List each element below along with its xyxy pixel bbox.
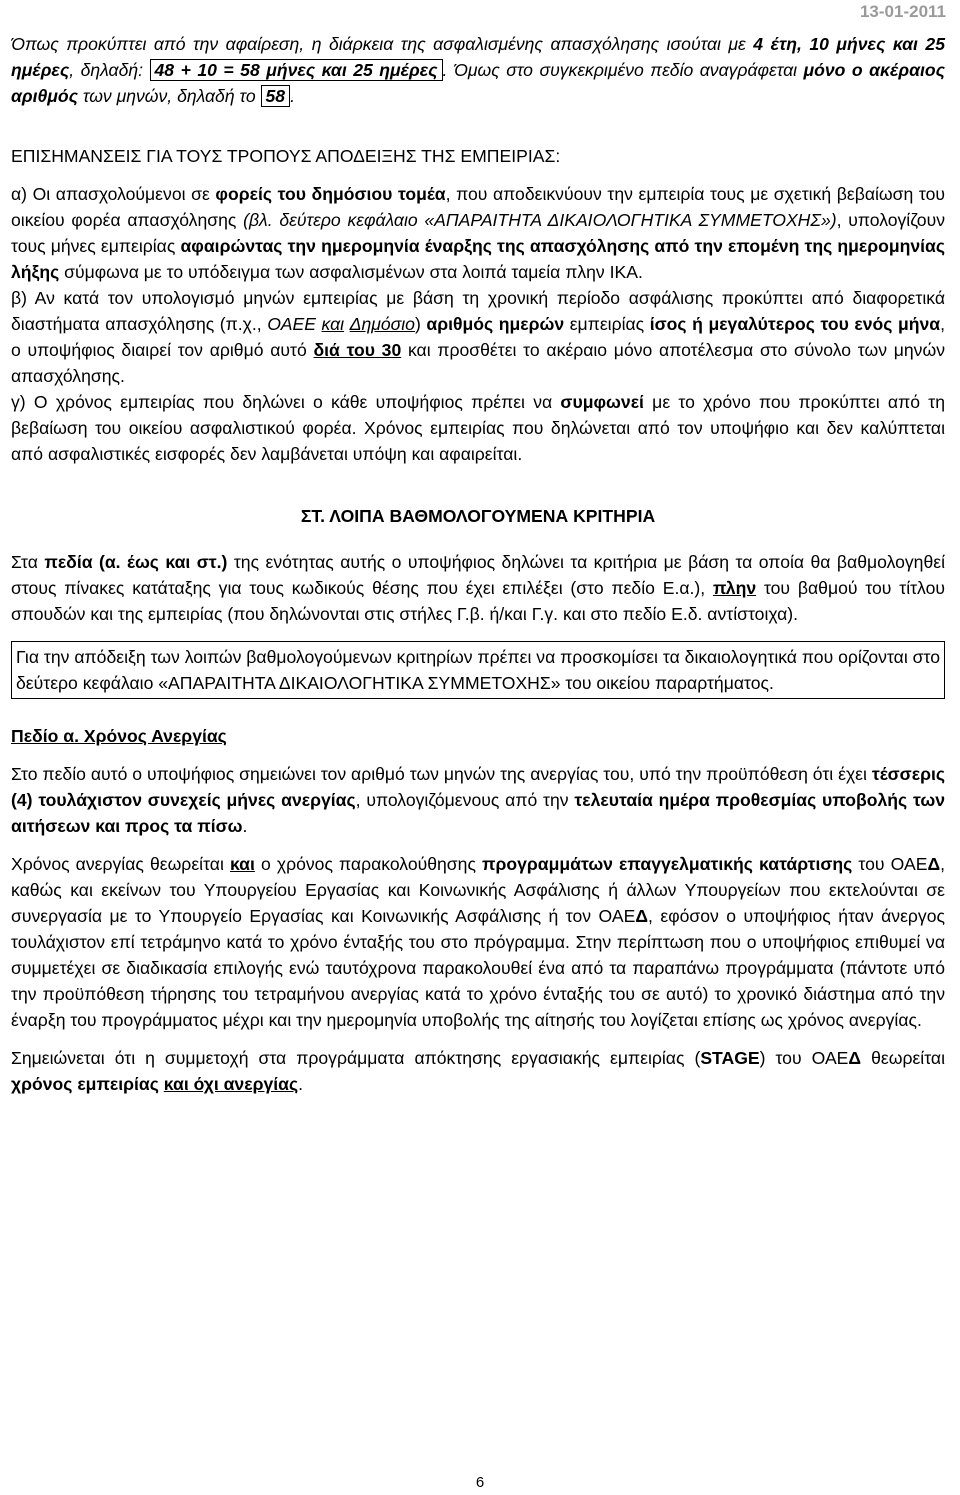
oaed-letter: Δ: [848, 1048, 862, 1068]
intro-text: .: [290, 86, 295, 106]
proof-note-box: [11, 641, 945, 699]
intro-text: των μηνών, δηλαδή το: [77, 86, 261, 106]
note-a-text: σύμφωνα με το υπόδειγμα των ασφαλισμένων στα λοιπά ταμεία πλην ΙΚΑ.: [59, 262, 643, 282]
divide-by-30: διά του 30: [313, 340, 402, 360]
one-month-bold: ίσος ή μεγαλύτερος του ενός μήνα: [649, 314, 941, 334]
intro-text: Όπως προκύπτει από την αφαίρεση, η διάρκεια της ασφαλισμένης απασχόλησης ισούται με: [11, 34, 754, 54]
except-bold-underlined: πλην: [712, 578, 757, 598]
page-number: 6: [475, 1474, 485, 1491]
integer-only-bold: μόνο ο ακέραιος αριθμός: [11, 60, 945, 106]
section-intro-paragraph: [11, 549, 945, 627]
field-a-text: , υπολογιζόμενους από την: [355, 790, 575, 810]
oaee-italic: ΟΑΕΕ: [267, 314, 322, 334]
field-a-text: Χρόνος ανεργίας θεωρείται: [11, 854, 230, 874]
calculation-box: [150, 59, 443, 81]
public-sector-bold: φορείς του δημόσιου τομέα: [215, 184, 446, 204]
note-c-text: γ) Ο χρόνος εμπειρίας που δηλώνει ο κάθε υποψήφιος πρέπει να: [11, 392, 561, 412]
intro-text: . Όμως στο συγκεκριμένο πεδίο αναγράφεται: [442, 60, 804, 80]
document-page: [11, 0, 945, 1097]
calculation-text: 48 + 10 = 58 μήνες και 25 ημέρες: [154, 60, 438, 80]
training-programs-bold: προγραμμάτων επαγγελματικής κατάρτισης: [482, 854, 853, 874]
months-value: 58: [265, 86, 286, 106]
note-b-text: ): [414, 314, 427, 334]
note-a-text: , που αποδεικνύουν την εμπειρία τους με σχετική βεβαίωση του οικείου φορέα απασχόλησης: [11, 184, 946, 230]
days-count-bold: αριθμός ημερών: [426, 314, 565, 334]
note-b-paragraph: [11, 285, 945, 389]
stage-bold: STAGE: [700, 1048, 760, 1068]
chapter-reference: (βλ. δεύτερο κεφάλαιο «ΑΠΑΡΑΙΤΗΤΑ ΔΙΚΑΙΟΛΟΓΗΤΙΚΑ ΣΥΜΜΕΤΟΧΗΣ»): [243, 210, 837, 230]
duration-bold: 4 έτη, 10 μήνες και 25 ημέρες: [11, 34, 946, 80]
field-a-text: , εφόσον ο υποψήφιος ήταν άνεργος τουλάχιστον επί τετράμηνο κατά το χρόνο ένταξής του στο πρόγραμμα. Στην περίπτωση που ο υποψήφιος επιθυμεί να συμμετέχει σε διαδικασία επιλογής ενώ ταυτόχρονα παρακολουθεί ένα από τα παραπάνω προγράμματα (πάντοτε υπό την προϋπόθεση τήρησης του τετραμήνου ανεργίας κατά το χρόνο ένταξής του σε αυτό) το χρονικό διάστημα από την έναρξη του προγράμματος μέχρι και την ημερομηνία υποβολής της αίτησής του λογίζεται επίσης ως χρόνος ανεργίας.: [11, 906, 945, 1030]
months-box: [261, 85, 291, 107]
field-a-text: του ΟΑΕ: [852, 854, 928, 874]
oaed-letter: Δ: [635, 906, 649, 926]
experience-time-bold: χρόνος εμπειρίας: [11, 1074, 159, 1094]
note-a-text: , υπολογίζουν τους μήνες εμπειρίας: [11, 210, 945, 256]
field-a-text: ο χρόνος παρακολούθησης: [254, 854, 483, 874]
section-intro-text: του βαθμού του τίτλου σπουδών και της εμπειρίας (που δηλώνονται στις στήλες Γ.β. ή/και Γ.γ. και στο πεδίο Ε.δ. αντίστοιχα).: [11, 578, 945, 624]
note-a-text: α) Οι απασχολούμενοι σε: [11, 184, 216, 204]
oaed-letter: Δ: [927, 854, 941, 874]
note-b-text: εμπειρίας: [564, 314, 650, 334]
not-unemployment-bold: και όχι ανεργίας: [163, 1074, 299, 1094]
field-a-paragraph-1: [11, 761, 945, 839]
public-italic-underlined: Δημόσιο: [349, 314, 415, 334]
section-intro-text: της ενότητας αυτής ο υποψήφιος δηλώνει τα κριτήρια με βάση τα οποία θα βαθμολογηθεί στους πίνακες κατάταξης για τους κωδικούς θέσης που έχει επιλέξει (στο πεδίο Ε.α.),: [11, 552, 946, 598]
also-bold-underlined: και: [229, 854, 255, 874]
field-a-text: Στο πεδίο αυτό ο υποψήφιος σημειώνει τον αριθμό των μηνών της ανεργίας του, υπό την προϋπόθεση ότι έχει: [11, 764, 872, 784]
field-a-title-text: Πεδίο α. Χρόνος Ανεργίας: [11, 726, 227, 746]
note-b-text: β) Αν κατά τον υπολογισμό μηνών εμπειρίας με βάση τη χρονική περίοδο ασφάλισης προκύπτει από διαφορετικά διαστήματα απασχόλησης (π.χ.,: [11, 288, 945, 334]
field-a-title: [11, 723, 945, 749]
note-c-text: με το χρόνο που προκύπτει από τη βεβαίωση του οικείου ασφαλιστικού φορέα. Χρόνος εμπειρίας που δηλώνεται από τον υποψήφιο και δεν καλύπτεται από ασφαλιστικές εισφορές δεν λαμβάνεται υπόψη και αφαιρείται.: [11, 392, 946, 464]
intro-paragraph: [11, 31, 945, 109]
note-c-paragraph: [11, 389, 945, 467]
field-a-text: Σημειώνεται ότι η συμμετοχή στα προγράμματα απόκτησης εργασιακής εμπειρίας (: [11, 1048, 701, 1068]
intro-text: , δηλαδή:: [69, 60, 150, 80]
fields-range-bold: πεδία (α. έως και στ.): [44, 552, 228, 572]
field-a-text: θεωρείται: [861, 1048, 945, 1068]
field-a-paragraph-3: [11, 1045, 945, 1097]
section-title: ΣΤ. ΛΟΙΠΑ ΒΑΘΜΟΛΟΓΟΥΜΕΝΑ ΚΡΙΤΗΡΙΑ: [300, 506, 656, 526]
and-italic-underlined: και: [321, 314, 345, 334]
note-b-text: , ο υποψήφιος διαιρεί τον αριθμό αυτό: [11, 314, 946, 360]
field-a-text: .: [298, 1074, 303, 1094]
note-a-paragraph: [11, 181, 945, 285]
field-a-text: .: [242, 816, 248, 836]
field-a-paragraph-2: [11, 851, 945, 1033]
section-intro-text: Στα: [11, 552, 45, 572]
field-a-text: , καθώς και εκείνων του Υπουργείου Εργασίας και Κοινωνικής Ασφάλισης ή άλλων Υπουργείων που εκτελούνται σε συνεργασία με το Υπουργείο Εργασίας και Κοινωνικής Ασφάλισης ή τον ΟΑΕ: [11, 854, 945, 926]
four-months-bold: τέσσερις (4) τουλάχιστον συνεχείς μήνες ανεργίας: [11, 764, 945, 810]
deadline-bold: τελευταία ημέρα προθεσμίας υποβολής των αιτήσεων και προς τα πίσω: [11, 790, 945, 836]
agrees-bold: συμφωνεί: [560, 392, 644, 412]
proof-note-text: Για την απόδειξη των λοιπών βαθμολογούμενων κριτηρίων πρέπει να προσκομίσει τα δικαιολογητικά που ορίζονται στο δεύτερο κεφάλαιο «ΑΠΑΡΑΙΤΗΤΑ ΔΙΚΑΙΟΛΟΓΗΤΙΚΑ ΣΥΜΜΕΤΟΧΗΣ» του οικείου παραρτήματος.: [16, 647, 940, 693]
field-a-text: ) του ΟΑΕ: [759, 1048, 849, 1068]
note-b-text: και προσθέτει το ακέραιο μόνο αποτέλεσμα στο σύνολο των μηνών απασχόλησης.: [11, 340, 945, 386]
document-date: 13-01-2011: [859, 2, 946, 21]
notes-heading: ΕΠΙΣΗΜΑΝΣΕΙΣ ΓΙΑ ΤΟΥΣ ΤΡΟΠΟΥΣ ΑΠΟΔΕΙΞΗΣ ΤΗΣ ΕΜΠΕΙΡΙΑΣ:: [11, 146, 561, 166]
calculation-method-bold: αφαιρώντας την ημερομηνία έναρξης της απασχόλησης από την επομένη της ημερομηνίας λήξης: [11, 236, 945, 282]
